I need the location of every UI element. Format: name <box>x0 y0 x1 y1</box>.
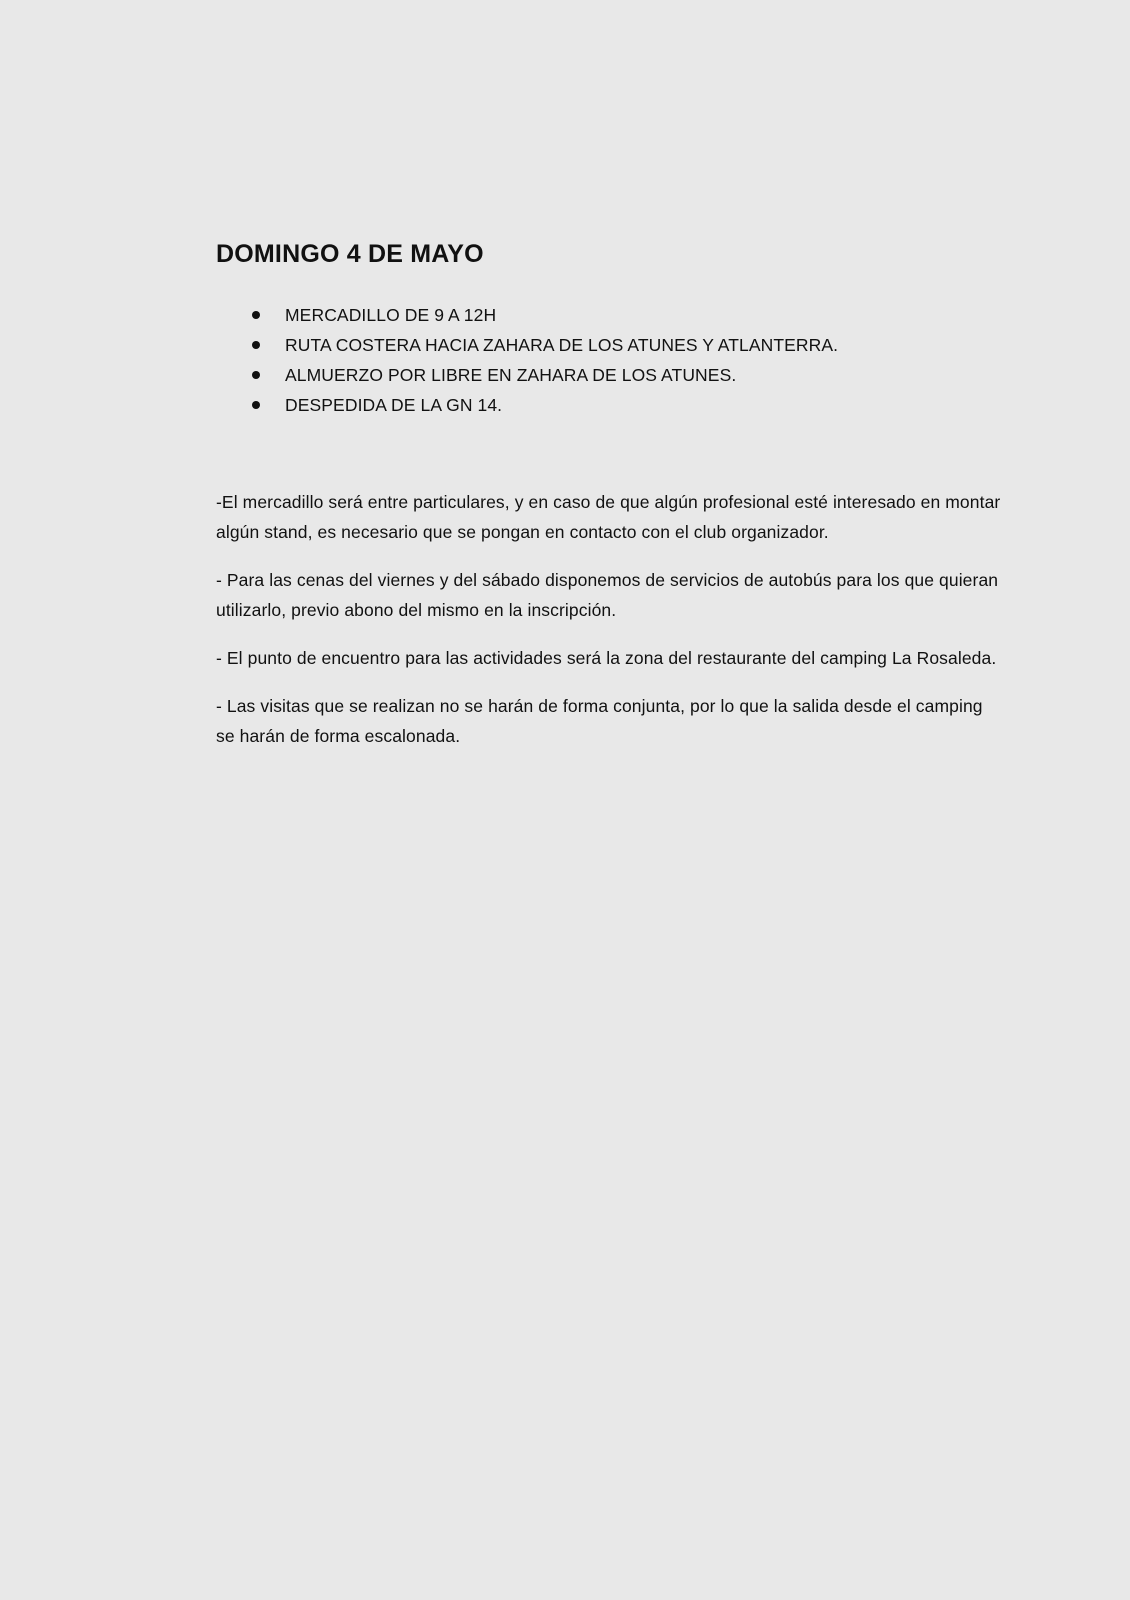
bullet-icon <box>252 311 260 319</box>
list-item <box>216 360 1016 390</box>
bullet-icon <box>252 401 260 409</box>
notes-section <box>216 487 1006 769</box>
list-item-text: MERCADILLO DE 9 A 12H <box>285 305 497 325</box>
page-title: DOMINGO 4 DE MAYO <box>216 240 484 268</box>
bullet-icon <box>252 371 260 379</box>
activity-list <box>216 300 1016 420</box>
list-item-text: DESPEDIDA DE LA GN 14. <box>285 395 503 415</box>
bullet-icon <box>252 341 260 349</box>
list-item <box>216 390 1016 420</box>
list-item-text: RUTA COSTERA HACIA ZAHARA DE LOS ATUNES Y ATLANTERRA. <box>285 335 839 355</box>
note-paragraph: - El punto de encuentro para las actividades será la zona del restaurante del camping La Rosaleda. <box>216 648 997 668</box>
note-paragraph: - Para las cenas del viernes y del sábado disponemos de servicios de autobús para los que quieran utilizarlo, previo abono del mismo en la inscripción. <box>216 570 999 620</box>
list-item-text: ALMUERZO POR LIBRE EN ZAHARA DE LOS ATUNES. <box>285 365 737 385</box>
note-paragraph: -El mercadillo será entre particulares, y en caso de que algún profesional esté interesado en montar algún stand, es necesario que se pongan en contacto con el club organizador. <box>216 492 1001 542</box>
list-item <box>216 330 1016 360</box>
list-item <box>216 300 1016 330</box>
note-paragraph: - Las visitas que se realizan no se harán de forma conjunta, por lo que la salida desde el camping se harán de forma escalonada. <box>216 696 983 746</box>
